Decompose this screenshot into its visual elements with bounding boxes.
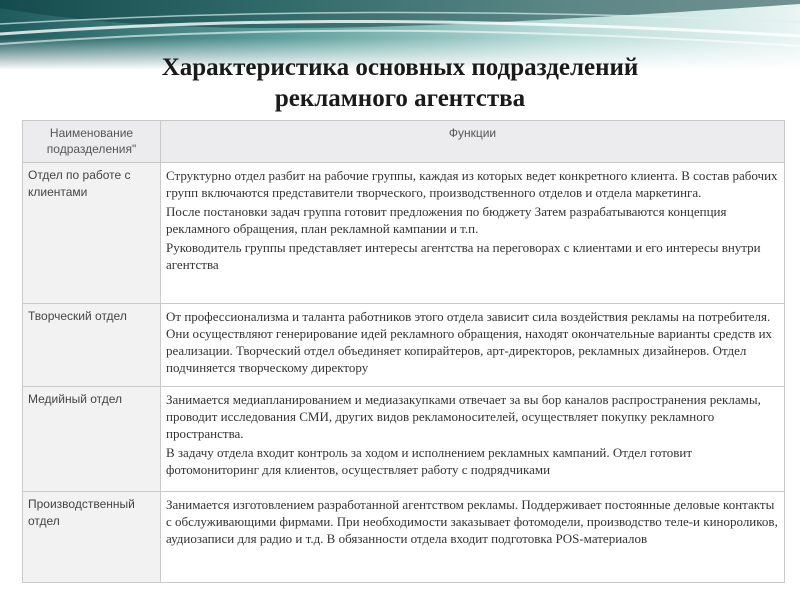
functions-paragraph: Занимается медиапланированием и медиазакупками отвечает за вы бор каналов распространения рекламы, проводит исследования СМИ, других видов рекламоносителей, осуществляет покупку рекламного пространства.: [166, 392, 761, 441]
header-functions: Функции: [161, 121, 785, 163]
department-name-cell: Творческий отдел: [23, 304, 161, 387]
departments-table: [22, 120, 785, 583]
slide-title: [0, 52, 800, 114]
functions-paragraph: В задачу отдела входит контроль за ходом и исполнением рекламных кампаний. Отдел готовит фотомониторинг для клиентов, осуществляет работу с подрядчиками: [166, 445, 693, 477]
table-row: [23, 387, 785, 492]
table-row: [23, 492, 785, 583]
functions-paragraph: Структурно отдел разбит на рабочие группы, каждая из которых ведет конкретного клиента. В состав рабочих групп включаются представители творческого, производственного отделов и отдела маркетинга.: [166, 168, 778, 200]
functions-paragraph: Руководитель группы представляет интересы агентства на переговорах с клиентами и его интересы внутри агентства: [166, 240, 761, 272]
functions-cell: [161, 492, 785, 583]
slide-title-line-2: рекламного агентства: [274, 85, 526, 112]
functions-paragraph: После постановки задач группа готовит предложения по бюджету Затем разрабатываются концепция рекламного обращения, план рекламной кампании и т.п.: [166, 204, 727, 236]
functions-cell: [161, 387, 785, 492]
slide-title-line-1: Характеристика основных подразделений: [161, 54, 639, 81]
department-name-cell: Отдел по работе с клиентами: [23, 163, 161, 304]
department-name-cell: Медийный отдел: [23, 387, 161, 492]
functions-paragraph: Занимается изготовлением разработанной агентством рекламы. Поддерживает постоянные деловые контакты с обслуживающими фирмами. При необходимости заказывает фотомодели, производство теле-и кинороликов, аудиозаписи для радио и т.д. В обязанности отдела входит подготовка POS-материалов: [166, 497, 778, 546]
table-header-row: [23, 121, 785, 163]
table-row: [23, 304, 785, 387]
functions-cell: [161, 304, 785, 387]
department-name-cell: Производственный отдел: [23, 492, 161, 583]
functions-paragraph: От профессионализма и таланта работников этого отдела зависит сила воздействия рекламы на потребителя. Они осуществляют генерирование идей рекламного обращения, находят окончательные варианты средств их реализации. Творческий отдел объединяет копирайтеров, арт-директоров, рекламных дизайнеров. Отдел подчиняется творческому директору: [166, 309, 773, 375]
functions-cell: [161, 163, 785, 304]
header-department-name: Наименование подразделения": [23, 121, 161, 163]
table-row: [23, 163, 785, 304]
